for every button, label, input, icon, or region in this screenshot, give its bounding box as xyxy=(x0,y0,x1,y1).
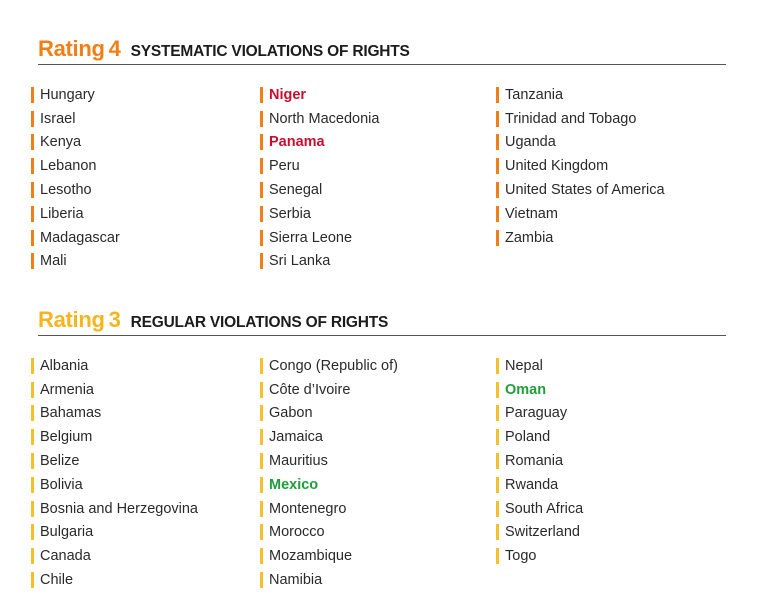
country-name: Congo (Republic of) xyxy=(269,357,398,374)
rating-bar-marker xyxy=(260,477,263,493)
country-name: Belgium xyxy=(40,429,93,446)
rating-3-title xyxy=(38,307,121,333)
country-item xyxy=(38,107,258,131)
rating-word: Rating xyxy=(38,36,105,61)
country-column xyxy=(38,83,258,273)
rating-word: Rating xyxy=(38,307,105,332)
country-name: Niger xyxy=(269,86,307,103)
country-item xyxy=(267,83,487,107)
rating-bar-marker xyxy=(31,87,34,103)
country-item xyxy=(267,568,487,592)
rating-bar-marker xyxy=(496,524,499,540)
rating-bar-marker xyxy=(31,548,34,564)
rating-bar-marker xyxy=(260,572,263,588)
rating-bar-marker xyxy=(496,206,499,222)
country-name: Mali xyxy=(40,253,67,270)
country-item xyxy=(38,178,258,202)
country-name: Canada xyxy=(40,548,91,565)
country-item xyxy=(267,354,487,378)
country-name: Senegal xyxy=(269,182,323,199)
country-name: Bulgaria xyxy=(40,524,94,541)
country-name: Bosnia and Herzegovina xyxy=(40,500,198,517)
rating-4-heading xyxy=(38,36,726,65)
rating-bar-marker xyxy=(496,230,499,246)
rating-3-country-list xyxy=(38,354,726,594)
country-name: Bolivia xyxy=(40,476,83,493)
rating-bar-marker xyxy=(496,548,499,564)
rating-bar-marker xyxy=(496,453,499,469)
country-name: Morocco xyxy=(269,524,325,541)
country-item xyxy=(503,202,723,226)
rating-3-heading xyxy=(38,307,726,336)
country-item xyxy=(267,402,487,426)
country-item xyxy=(503,107,723,131)
country-item xyxy=(38,425,258,449)
country-item xyxy=(38,154,258,178)
rating-4-label: SYSTEMATIC VIOLATIONS OF RIGHTS xyxy=(130,43,410,60)
country-item xyxy=(267,378,487,402)
country-item xyxy=(38,449,258,473)
country-name: Kenya xyxy=(40,134,82,151)
country-item xyxy=(503,226,723,250)
country-name: Mauritius xyxy=(269,453,328,470)
rating-3-label: REGULAR VIOLATIONS OF RIGHTS xyxy=(130,314,389,331)
rating-bar-marker xyxy=(31,134,34,150)
country-name: Mozambique xyxy=(269,548,353,565)
rating-bar-marker xyxy=(260,405,263,421)
country-item xyxy=(38,402,258,426)
country-column xyxy=(38,354,258,592)
country-item xyxy=(38,568,258,592)
rating-bar-marker xyxy=(31,453,34,469)
country-item xyxy=(503,354,723,378)
rating-bar-marker xyxy=(31,158,34,174)
country-name: Liberia xyxy=(40,205,84,222)
country-name: Togo xyxy=(505,548,537,565)
country-item xyxy=(267,226,487,250)
country-item xyxy=(503,83,723,107)
country-name: Sierra Leone xyxy=(269,229,353,246)
rating-bar-marker xyxy=(260,548,263,564)
rating-bar-marker xyxy=(260,524,263,540)
country-name: United States of America xyxy=(505,182,665,199)
country-item xyxy=(267,107,487,131)
country-item xyxy=(267,425,487,449)
country-item xyxy=(38,250,258,274)
country-name: Tanzania xyxy=(505,86,564,103)
country-name: Switzerland xyxy=(505,524,580,541)
rating-bar-marker xyxy=(496,405,499,421)
country-item xyxy=(503,154,723,178)
country-name: Rwanda xyxy=(505,476,559,493)
country-name: Zambia xyxy=(505,229,554,246)
country-item xyxy=(503,473,723,497)
rating-bar-marker xyxy=(496,182,499,198)
rating-bar-marker xyxy=(496,87,499,103)
rating-bar-marker xyxy=(260,453,263,469)
country-item xyxy=(267,250,487,274)
country-name: Hungary xyxy=(40,86,95,103)
rating-3-section xyxy=(38,307,726,594)
rating-bar-marker xyxy=(496,477,499,493)
rating-bar-marker xyxy=(496,134,499,150)
country-item xyxy=(267,178,487,202)
country-item xyxy=(38,354,258,378)
country-name: United Kingdom xyxy=(505,158,609,175)
rating-4-title xyxy=(38,36,121,62)
country-name: Peru xyxy=(269,158,300,175)
country-name: Madagascar xyxy=(40,229,120,246)
rating-bar-marker xyxy=(260,182,263,198)
country-item xyxy=(267,131,487,155)
country-name: Bahamas xyxy=(40,405,102,422)
country-column xyxy=(503,83,723,250)
country-name: Serbia xyxy=(269,205,311,222)
country-item xyxy=(38,83,258,107)
country-item xyxy=(503,497,723,521)
country-name: Lebanon xyxy=(40,158,97,175)
country-item xyxy=(38,226,258,250)
rating-bar-marker xyxy=(31,230,34,246)
country-item xyxy=(38,497,258,521)
country-column xyxy=(503,354,723,568)
country-name: North Macedonia xyxy=(269,110,380,127)
country-item xyxy=(503,544,723,568)
country-name: Sri Lanka xyxy=(269,253,331,270)
country-name: Nepal xyxy=(505,357,543,374)
country-name: Montenegro xyxy=(269,500,347,517)
rating-bar-marker xyxy=(260,111,263,127)
country-name: Lesotho xyxy=(40,182,92,199)
country-item xyxy=(503,178,723,202)
rating-bar-marker xyxy=(260,501,263,517)
country-name: Chile xyxy=(40,572,74,589)
rating-bar-marker xyxy=(31,405,34,421)
rating-bar-marker xyxy=(260,253,263,269)
rating-bar-marker xyxy=(496,158,499,174)
country-item xyxy=(267,449,487,473)
country-name: Gabon xyxy=(269,405,313,422)
country-item xyxy=(267,521,487,545)
rating-bar-marker xyxy=(31,477,34,493)
country-name: Oman xyxy=(505,381,547,398)
rating-bar-marker xyxy=(260,230,263,246)
rating-bar-marker xyxy=(260,134,263,150)
country-item xyxy=(503,521,723,545)
rating-number: 4 xyxy=(108,36,121,61)
rating-bar-marker xyxy=(31,358,34,374)
country-name: Armenia xyxy=(40,381,94,398)
country-item xyxy=(38,378,258,402)
country-name: Vietnam xyxy=(505,205,558,222)
rating-bar-marker xyxy=(31,382,34,398)
country-item xyxy=(38,544,258,568)
country-name: Panama xyxy=(269,134,325,151)
rating-bar-marker xyxy=(31,501,34,517)
country-item xyxy=(503,378,723,402)
rating-4-country-list xyxy=(38,83,726,323)
country-name: Trinidad and Tobago xyxy=(505,110,637,127)
country-name: South Africa xyxy=(505,500,584,517)
country-name: Côte d’Ivoire xyxy=(269,381,351,398)
rating-bar-marker xyxy=(31,572,34,588)
rating-bar-marker xyxy=(31,524,34,540)
country-name: Paraguay xyxy=(505,405,568,422)
country-name: Poland xyxy=(505,429,551,446)
rating-4-section xyxy=(38,36,726,323)
country-item xyxy=(503,425,723,449)
rating-bar-marker xyxy=(31,206,34,222)
rating-bar-marker xyxy=(496,501,499,517)
rating-bar-marker xyxy=(260,158,263,174)
country-name: Uganda xyxy=(505,134,556,151)
country-item xyxy=(267,497,487,521)
rating-bar-marker xyxy=(31,429,34,445)
country-item xyxy=(38,473,258,497)
country-column xyxy=(267,354,487,592)
country-item xyxy=(503,449,723,473)
country-item xyxy=(503,402,723,426)
rating-number: 3 xyxy=(108,307,121,332)
rating-bar-marker xyxy=(496,111,499,127)
country-name: Israel xyxy=(40,110,76,127)
rating-bar-marker xyxy=(496,429,499,445)
country-name: Belize xyxy=(40,453,80,470)
rating-bar-marker xyxy=(260,206,263,222)
country-name: Namibia xyxy=(269,572,323,589)
rating-bar-marker xyxy=(31,182,34,198)
rating-bar-marker xyxy=(260,358,263,374)
country-item xyxy=(38,521,258,545)
rating-bar-marker xyxy=(31,111,34,127)
country-name: Romania xyxy=(505,453,564,470)
rating-bar-marker xyxy=(260,382,263,398)
rating-bar-marker xyxy=(496,358,499,374)
country-item xyxy=(38,131,258,155)
country-item xyxy=(267,473,487,497)
rating-bar-marker xyxy=(31,253,34,269)
country-item xyxy=(38,202,258,226)
rating-bar-marker xyxy=(496,382,499,398)
country-column xyxy=(267,83,487,273)
country-item xyxy=(267,544,487,568)
country-name: Albania xyxy=(40,357,89,374)
country-name: Mexico xyxy=(269,476,319,493)
country-item xyxy=(267,154,487,178)
country-item xyxy=(503,131,723,155)
rating-bar-marker xyxy=(260,429,263,445)
rating-bar-marker xyxy=(260,87,263,103)
country-name: Jamaica xyxy=(269,429,323,446)
country-item xyxy=(267,202,487,226)
